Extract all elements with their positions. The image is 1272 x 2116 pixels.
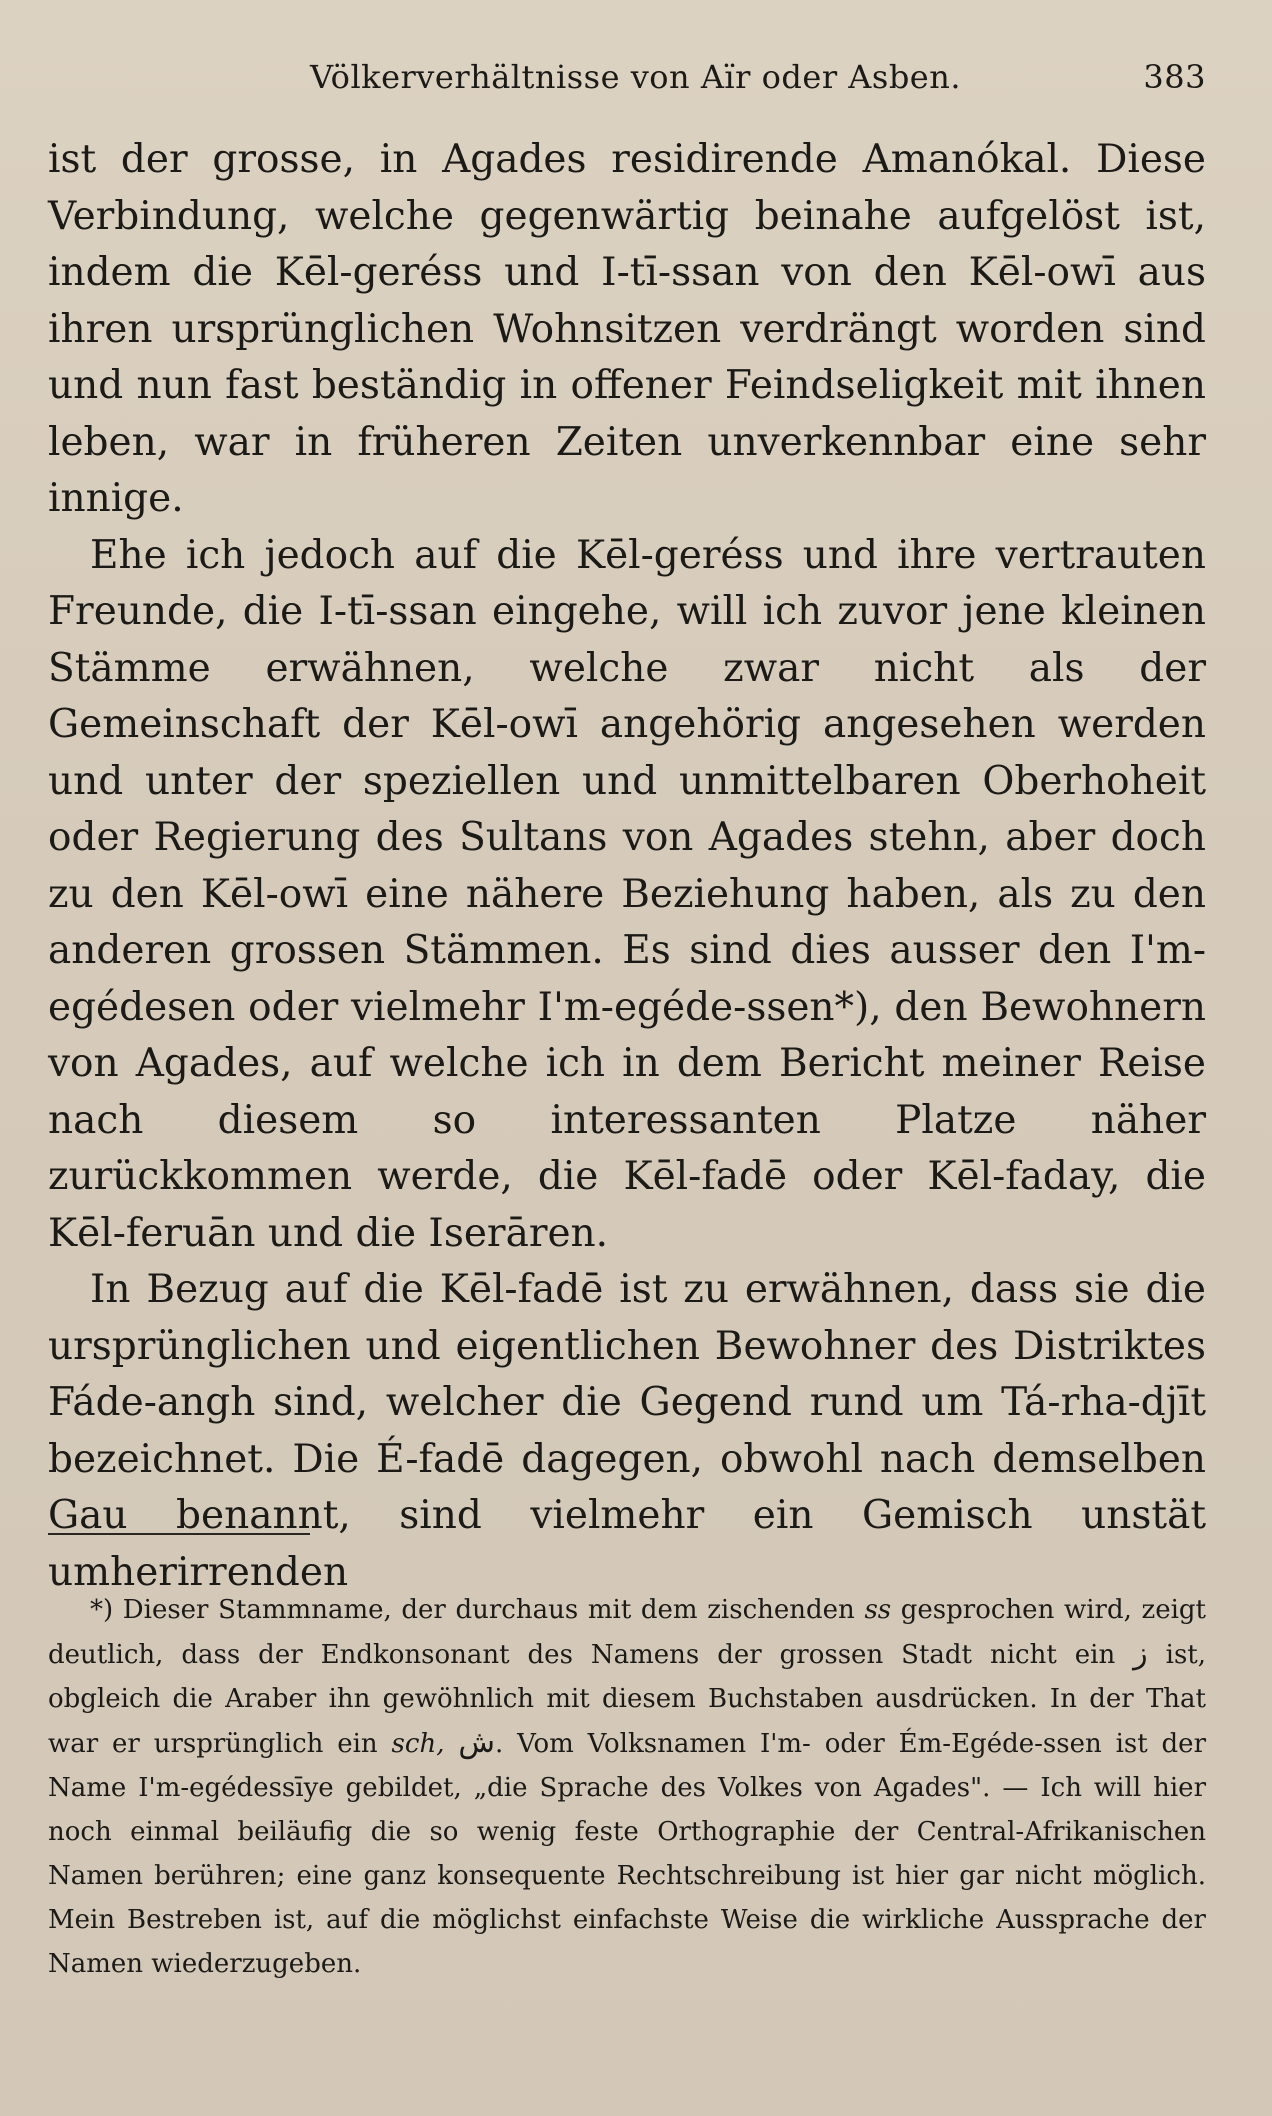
footnote-text-3: ist, obgleich die Araber ihn gewöhnlich mit diesem Buchstaben ausdrücken. In der That war er ursprünglich ein — [48, 1640, 1207, 1759]
arabic-letter-sh: ش — [458, 1725, 495, 1760]
footnote-divider — [48, 1533, 310, 1535]
footnote-text-2: gesprochen wird, zeigt deutlich, dass der Endkonsonant des Namens der grossen Stadt nicht ein — [48, 1595, 1207, 1670]
arabic-letter-z: ز — [1133, 1636, 1148, 1671]
paragraph-3: In Bezug auf die Kēl-fadē ist zu erwähnen, dass sie die ursprünglichen und eigentlichen Bewohner des Distriktes Fáde-angh sind, welcher die Gegend rund um Tá-rha-djīt bezeichnet. Die É-fadē dagegen, obwohl nach demselben Gau benannt, sind vielmehr ein Gemisch unstät umherirrenden — [48, 1267, 1206, 1595]
paragraph-2: Ehe ich jedoch auf die Kēl-geréss und ihre vertrauten Freunde, die I-tī-ssan eingehe, will ich zuvor jene kleinen Stämme erwähnen, welche zwar nicht als der Gemeinschaft der Kēl-owī angehörig angesehen werden und unter der speziellen und unmittelbaren Oberhoheit oder Regierung des Sultans von Agades stehn, aber doch zu den Kēl-owī eine nähere Beziehung haben, als zu den anderen grossen Stämmen. Es sind dies ausser den I'm-egédesen oder vielmehr I'm-egéde-ssen*), den Bewohnern von Agades, auf welche ich in dem Bericht meiner Reise nach diesem so interessanten Platze näher zurückkommen werde, die Kēl-fadē oder Kēl-faday, die Kēl-feruān und die Iserāren. — [48, 532, 1206, 1256]
paragraph-1: ist der grosse, in Agades residirende Amanókal. Diese Verbindung, welche gegenwärtig beinahe aufgelöst ist, indem die Kēl-geréss und I-tī-ssan von den Kēl-owī aus ihren ursprünglichen Wohnsitzen verdrängt worden sind und nun fast beständig in offener Feindseligkeit mit ihnen leben, war in früheren Zeiten unverkennbar eine sehr innige. — [48, 137, 1206, 521]
body-text — [48, 132, 1206, 1601]
running-title: Völkerverhältnisse von Aïr oder Asben. — [310, 58, 962, 96]
footnote-text-1: *) Dieser Stammname, der durchaus mit dem zischenden — [90, 1595, 865, 1625]
footnote-ss: ss — [864, 1595, 892, 1625]
footnote-text-4: . Vom Volksnamen I'm- oder Ém-Egéde-ssen ist der Name I'm-egédessīye gebildet, „die Sprache des Volkes von Agades". — Ich will hier noch einmal beiläufig die so wenig feste Orthographie der Central-Afrikanischen Namen berühren; eine ganz konsequente Rechtschreibung ist hier gar nicht möglich. Mein Bestreben ist, auf die möglichst einfachste Weise die wirkliche Aussprache der Namen wiederzugeben. — [48, 1729, 1206, 1979]
page-number: 383 — [1143, 58, 1206, 96]
footnote — [48, 1588, 1206, 1986]
footnote-sch: sch, — [391, 1729, 445, 1759]
page-header — [48, 52, 1206, 102]
